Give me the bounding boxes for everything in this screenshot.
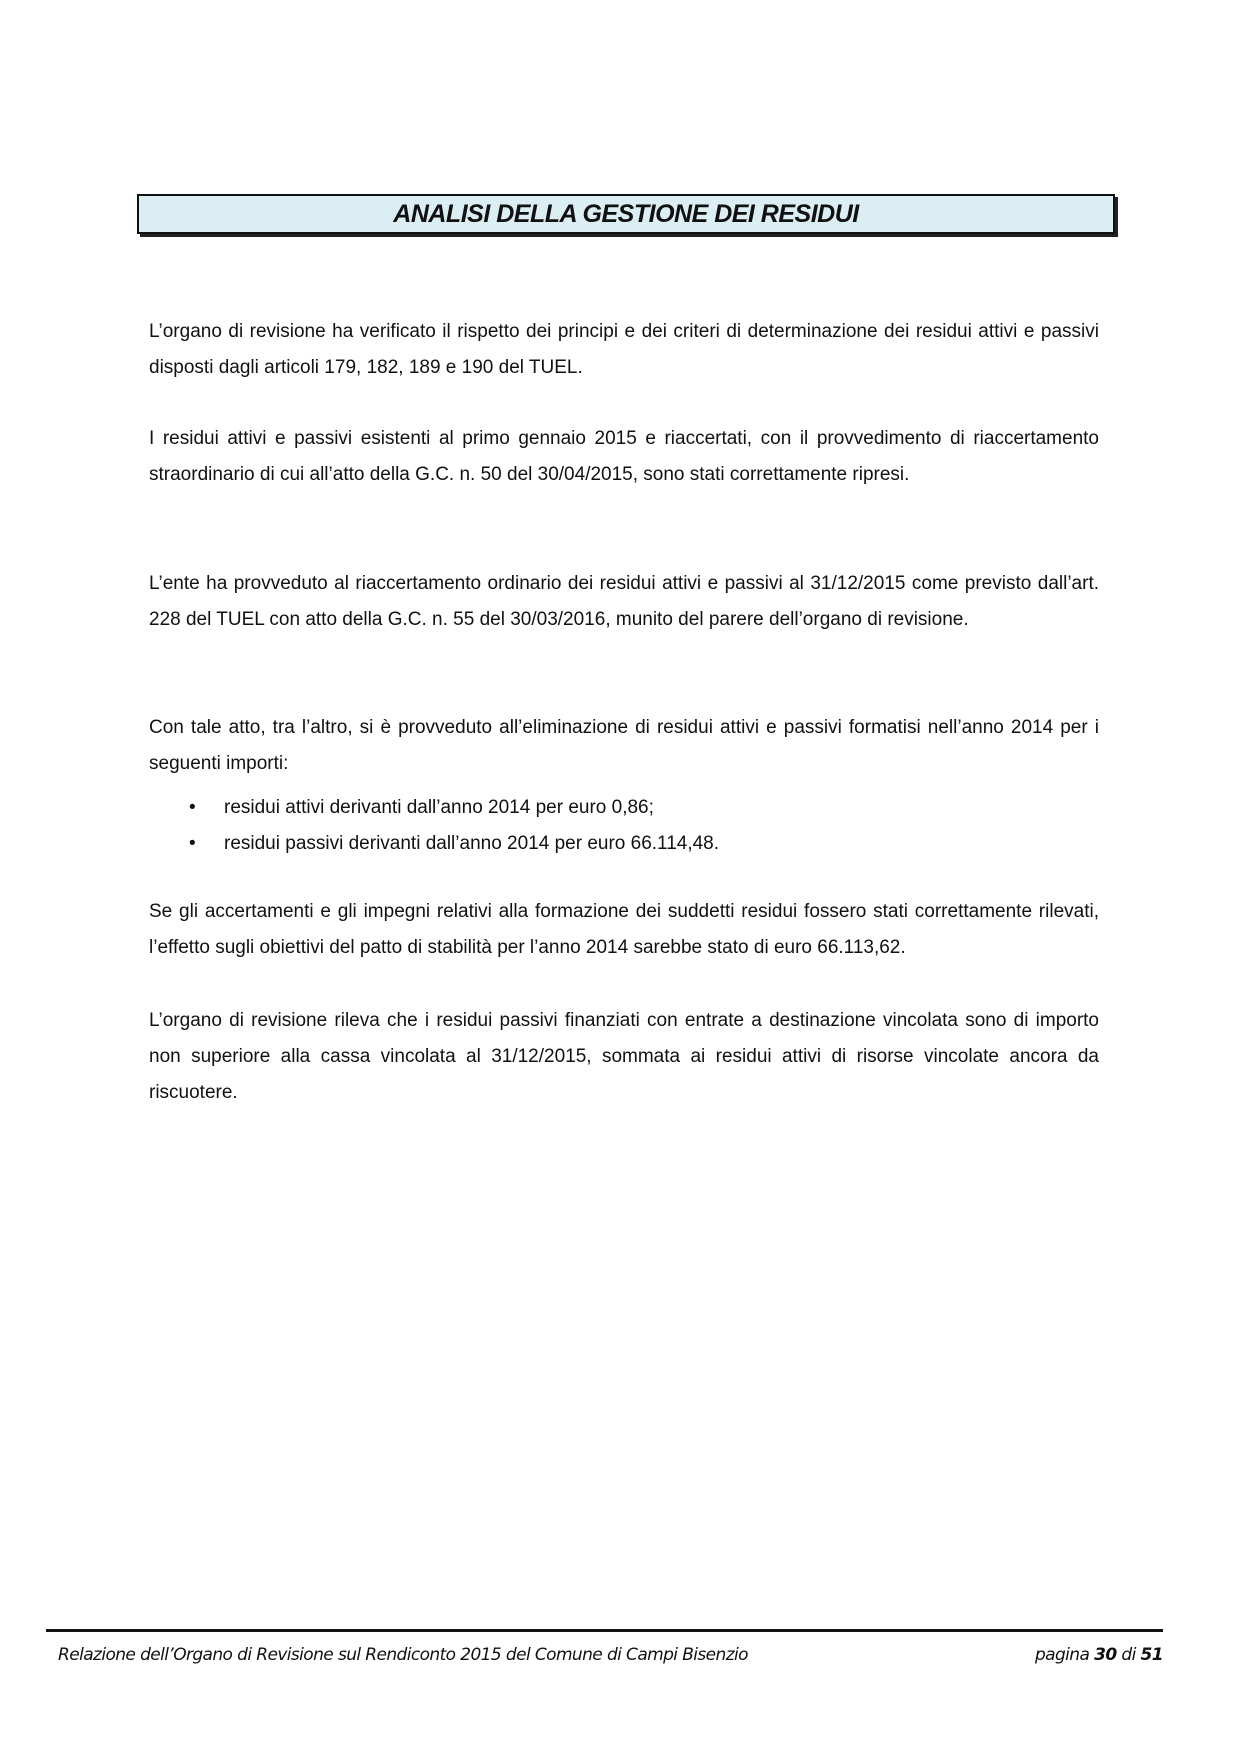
footer-document-title: Relazione dell’Organo di Revisione sul Rendiconto 2015 del Comune di Campi Bisenzio <box>58 1645 748 1665</box>
list-item <box>149 790 1099 826</box>
page-total: 51 <box>1140 1645 1163 1665</box>
list-item <box>149 826 1099 862</box>
paragraph-verification: L’organo di revisione ha verificato il rispetto dei principi e dei criteri di determinazione dei residui attivi e passivi disposti dagli articoli 179, 182, 189 e 190 del TUEL. <box>149 321 1099 378</box>
footer-divider <box>46 1629 1163 1632</box>
footer-page-number <box>1035 1645 1163 1665</box>
list-item-text: residui attivi derivanti dall’anno 2014 per euro 0,86; <box>224 797 654 818</box>
page-current: 30 <box>1094 1645 1117 1665</box>
paragraph-stability-pact: Se gli accertamenti e gli impegni relativi alla formazione dei suddetti residui fossero stati correttamente rilevati, l’effetto sugli obiettivi del patto di stabilità per l’anno 2014 sarebbe stato di euro 66.113,62. <box>149 901 1099 958</box>
section-title-box <box>137 194 1115 234</box>
paragraph-ordinary-reassessment: L’ente ha provveduto al riaccertamento ordinario dei residui attivi e passivi al 31/12/2015 come previsto dall’art. 228 del TUEL con atto della G.C. n. 55 del 30/03/2016, munito del parere dell’organo di revisione. <box>149 573 1099 630</box>
page-prefix: pagina <box>1034 1645 1090 1665</box>
page-separator: di <box>1121 1645 1136 1665</box>
paragraph-extraordinary-reassessment: I residui attivi e passivi esistenti al primo gennaio 2015 e riaccertati, con il provvedimento di riaccertamento straordinario di cui all’atto della G.C. n. 50 del 30/04/2015, sono stati correttamente ripresi. <box>149 428 1099 485</box>
list-item-text: residui passivi derivanti dall’anno 2014 per euro 66.114,48. <box>224 833 720 854</box>
amounts-list <box>149 790 1099 862</box>
paragraph-elimination: Con tale atto, tra l’altro, si è provveduto all’eliminazione di residui attivi e passivi formatisi nell’anno 2014 per i seguenti importi: <box>149 717 1099 774</box>
bullet-icon: • <box>189 833 196 854</box>
section-title: ANALISI DELLA GESTIONE DEI RESIDUI <box>393 199 859 228</box>
paragraph-restricted-funds: L’organo di revisione rileva che i residui passivi finanziati con entrate a destinazione vincolata sono di importo non superiore alla cassa vincolata al 31/12/2015, sommata ai residui attivi di risorse vincolate ancora da riscuotere. <box>149 1010 1099 1103</box>
bullet-icon: • <box>189 797 196 818</box>
